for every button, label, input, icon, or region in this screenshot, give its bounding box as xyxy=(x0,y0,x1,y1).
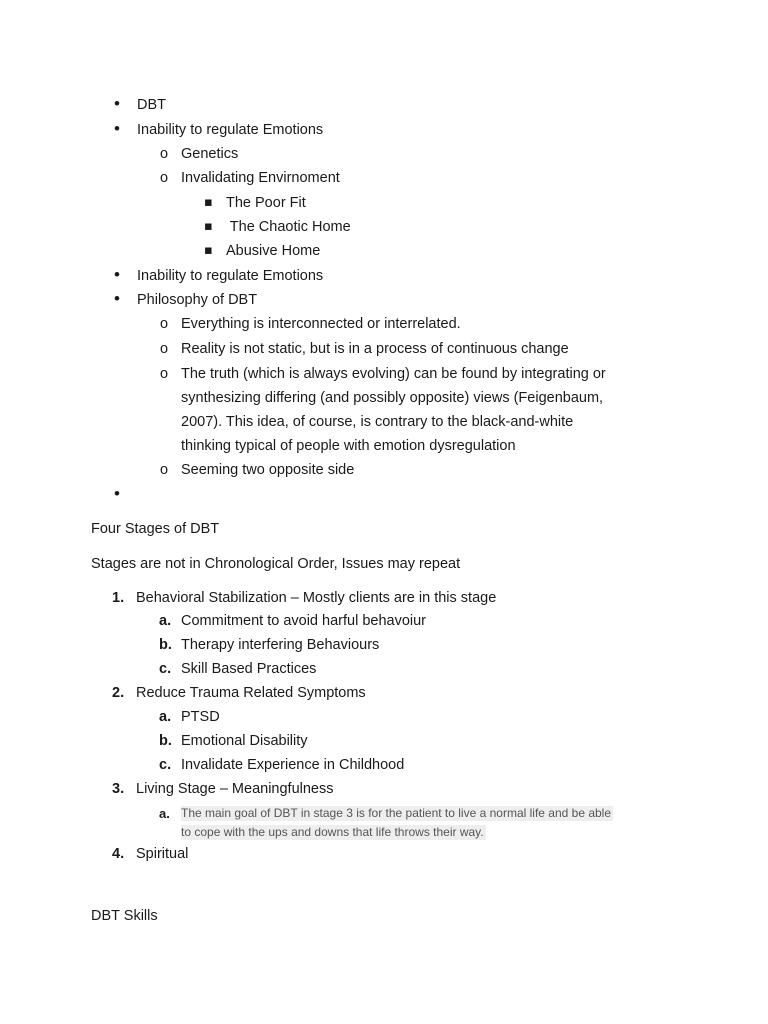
list-item-text: thinking typical of people with emotion dysregulation xyxy=(181,438,516,454)
numbered-item-text: Living Stage – Meaningfulness xyxy=(136,781,334,797)
circle-marker: o xyxy=(160,170,169,186)
circle-marker: o xyxy=(160,366,169,382)
list-item-text: Invalidating Envirnoment xyxy=(181,170,340,186)
paragraph xyxy=(0,555,768,573)
lettered-item-text: PTSD xyxy=(181,709,220,725)
numbered-item-text: Spiritual xyxy=(136,846,189,862)
lettered-item-text: Skill Based Practices xyxy=(181,661,317,677)
lettered-item xyxy=(0,708,768,726)
square-marker: ▪ xyxy=(204,195,213,210)
list-item xyxy=(0,291,768,309)
lettered-item-quote xyxy=(0,806,768,821)
list-item xyxy=(0,121,768,139)
list-item-continuation xyxy=(0,413,768,431)
bullet-marker: • xyxy=(114,484,120,503)
letter-marker: b. xyxy=(159,733,172,749)
list-item xyxy=(0,340,768,358)
lettered-item xyxy=(0,636,768,654)
list-item-continuation xyxy=(0,437,768,455)
list-item xyxy=(0,461,768,479)
list-item-text: Inability to regulate Emotions xyxy=(137,122,324,138)
list-item-text: 2007). This idea, of course, is contrary to the black-and-white xyxy=(181,414,574,430)
lettered-item-text: Emotional Disability xyxy=(181,733,308,749)
numbered-item xyxy=(0,780,768,798)
numbered-item-text: Behavioral Stabilization – Mostly clients are in this stage xyxy=(136,590,497,606)
list-item xyxy=(0,267,768,285)
circle-marker: o xyxy=(160,316,169,332)
bullet-marker: • xyxy=(114,289,120,308)
numbered-item xyxy=(0,684,768,702)
section-heading xyxy=(0,907,768,925)
number-marker: 2. xyxy=(112,685,125,701)
list-item xyxy=(0,194,768,212)
list-item xyxy=(0,96,768,114)
list-item xyxy=(0,315,768,333)
list-item-text: Genetics xyxy=(181,146,239,162)
circle-marker: o xyxy=(160,462,169,478)
list-item-empty xyxy=(0,486,768,504)
square-marker: ▪ xyxy=(204,219,213,234)
list-item xyxy=(0,365,768,383)
lettered-item xyxy=(0,612,768,630)
letter-marker: a. xyxy=(159,613,172,629)
number-marker: 1. xyxy=(112,590,125,606)
circle-marker: o xyxy=(160,341,169,357)
letter-marker: c. xyxy=(159,661,172,677)
number-marker: 3. xyxy=(112,781,125,797)
letter-marker: a. xyxy=(159,709,172,725)
number-marker: 4. xyxy=(112,846,125,862)
numbered-item-text: Reduce Trauma Related Symptoms xyxy=(136,685,366,701)
highlighted-quote-line: to cope with the ups and downs that life throws their way. xyxy=(181,825,484,839)
lettered-item xyxy=(0,660,768,678)
list-item-text: The truth (which is always evolving) can be found by integrating or xyxy=(181,366,606,382)
list-item-text: synthesizing differing (and possibly opposite) views (Feigenbaum, xyxy=(181,390,604,406)
section-heading xyxy=(0,520,768,538)
stages-intro: Stages are not in Chronological Order, Issues may repeat xyxy=(91,556,461,572)
numbered-item xyxy=(0,845,768,863)
bullet-marker: • xyxy=(114,265,120,284)
list-item-text: DBT xyxy=(137,97,166,113)
letter-marker: a. xyxy=(159,806,170,821)
list-item xyxy=(0,169,768,187)
list-item-text: The Poor Fit xyxy=(226,195,306,211)
list-item xyxy=(0,145,768,163)
numbered-item xyxy=(0,589,768,607)
list-item-text: Everything is interconnected or interrelated. xyxy=(181,316,461,332)
skills-heading: DBT Skills xyxy=(91,908,158,924)
lettered-item xyxy=(0,756,768,774)
list-item-continuation xyxy=(0,389,768,407)
highlighted-quote-line: The main goal of DBT in stage 3 is for the patient to live a normal life and be able xyxy=(181,806,612,820)
list-item-text: Abusive Home xyxy=(226,243,321,259)
lettered-item xyxy=(0,732,768,750)
bullet-marker: • xyxy=(114,119,120,138)
list-item xyxy=(0,218,768,236)
list-item xyxy=(0,242,768,260)
square-marker: ▪ xyxy=(204,243,213,258)
lettered-item-text: Commitment to avoid harful behavoiur xyxy=(181,613,427,629)
list-item-text: Reality is not static, but is in a process of continuous change xyxy=(181,341,569,357)
letter-marker: b. xyxy=(159,637,172,653)
list-item-text: Seeming two opposite side xyxy=(181,462,355,478)
list-item-text: Inability to regulate Emotions xyxy=(137,268,324,284)
lettered-item-text: Therapy interfering Behaviours xyxy=(181,637,380,653)
lettered-item-quote-continuation xyxy=(0,825,768,840)
circle-marker: o xyxy=(160,146,169,162)
letter-marker: c. xyxy=(159,757,172,773)
lettered-item-text: Invalidate Experience in Childhood xyxy=(181,757,405,773)
stages-heading: Four Stages of DBT xyxy=(91,521,220,537)
list-item-text: The Chaotic Home xyxy=(226,219,351,235)
list-item-text: Philosophy of DBT xyxy=(137,292,258,308)
bullet-marker: • xyxy=(114,94,120,113)
